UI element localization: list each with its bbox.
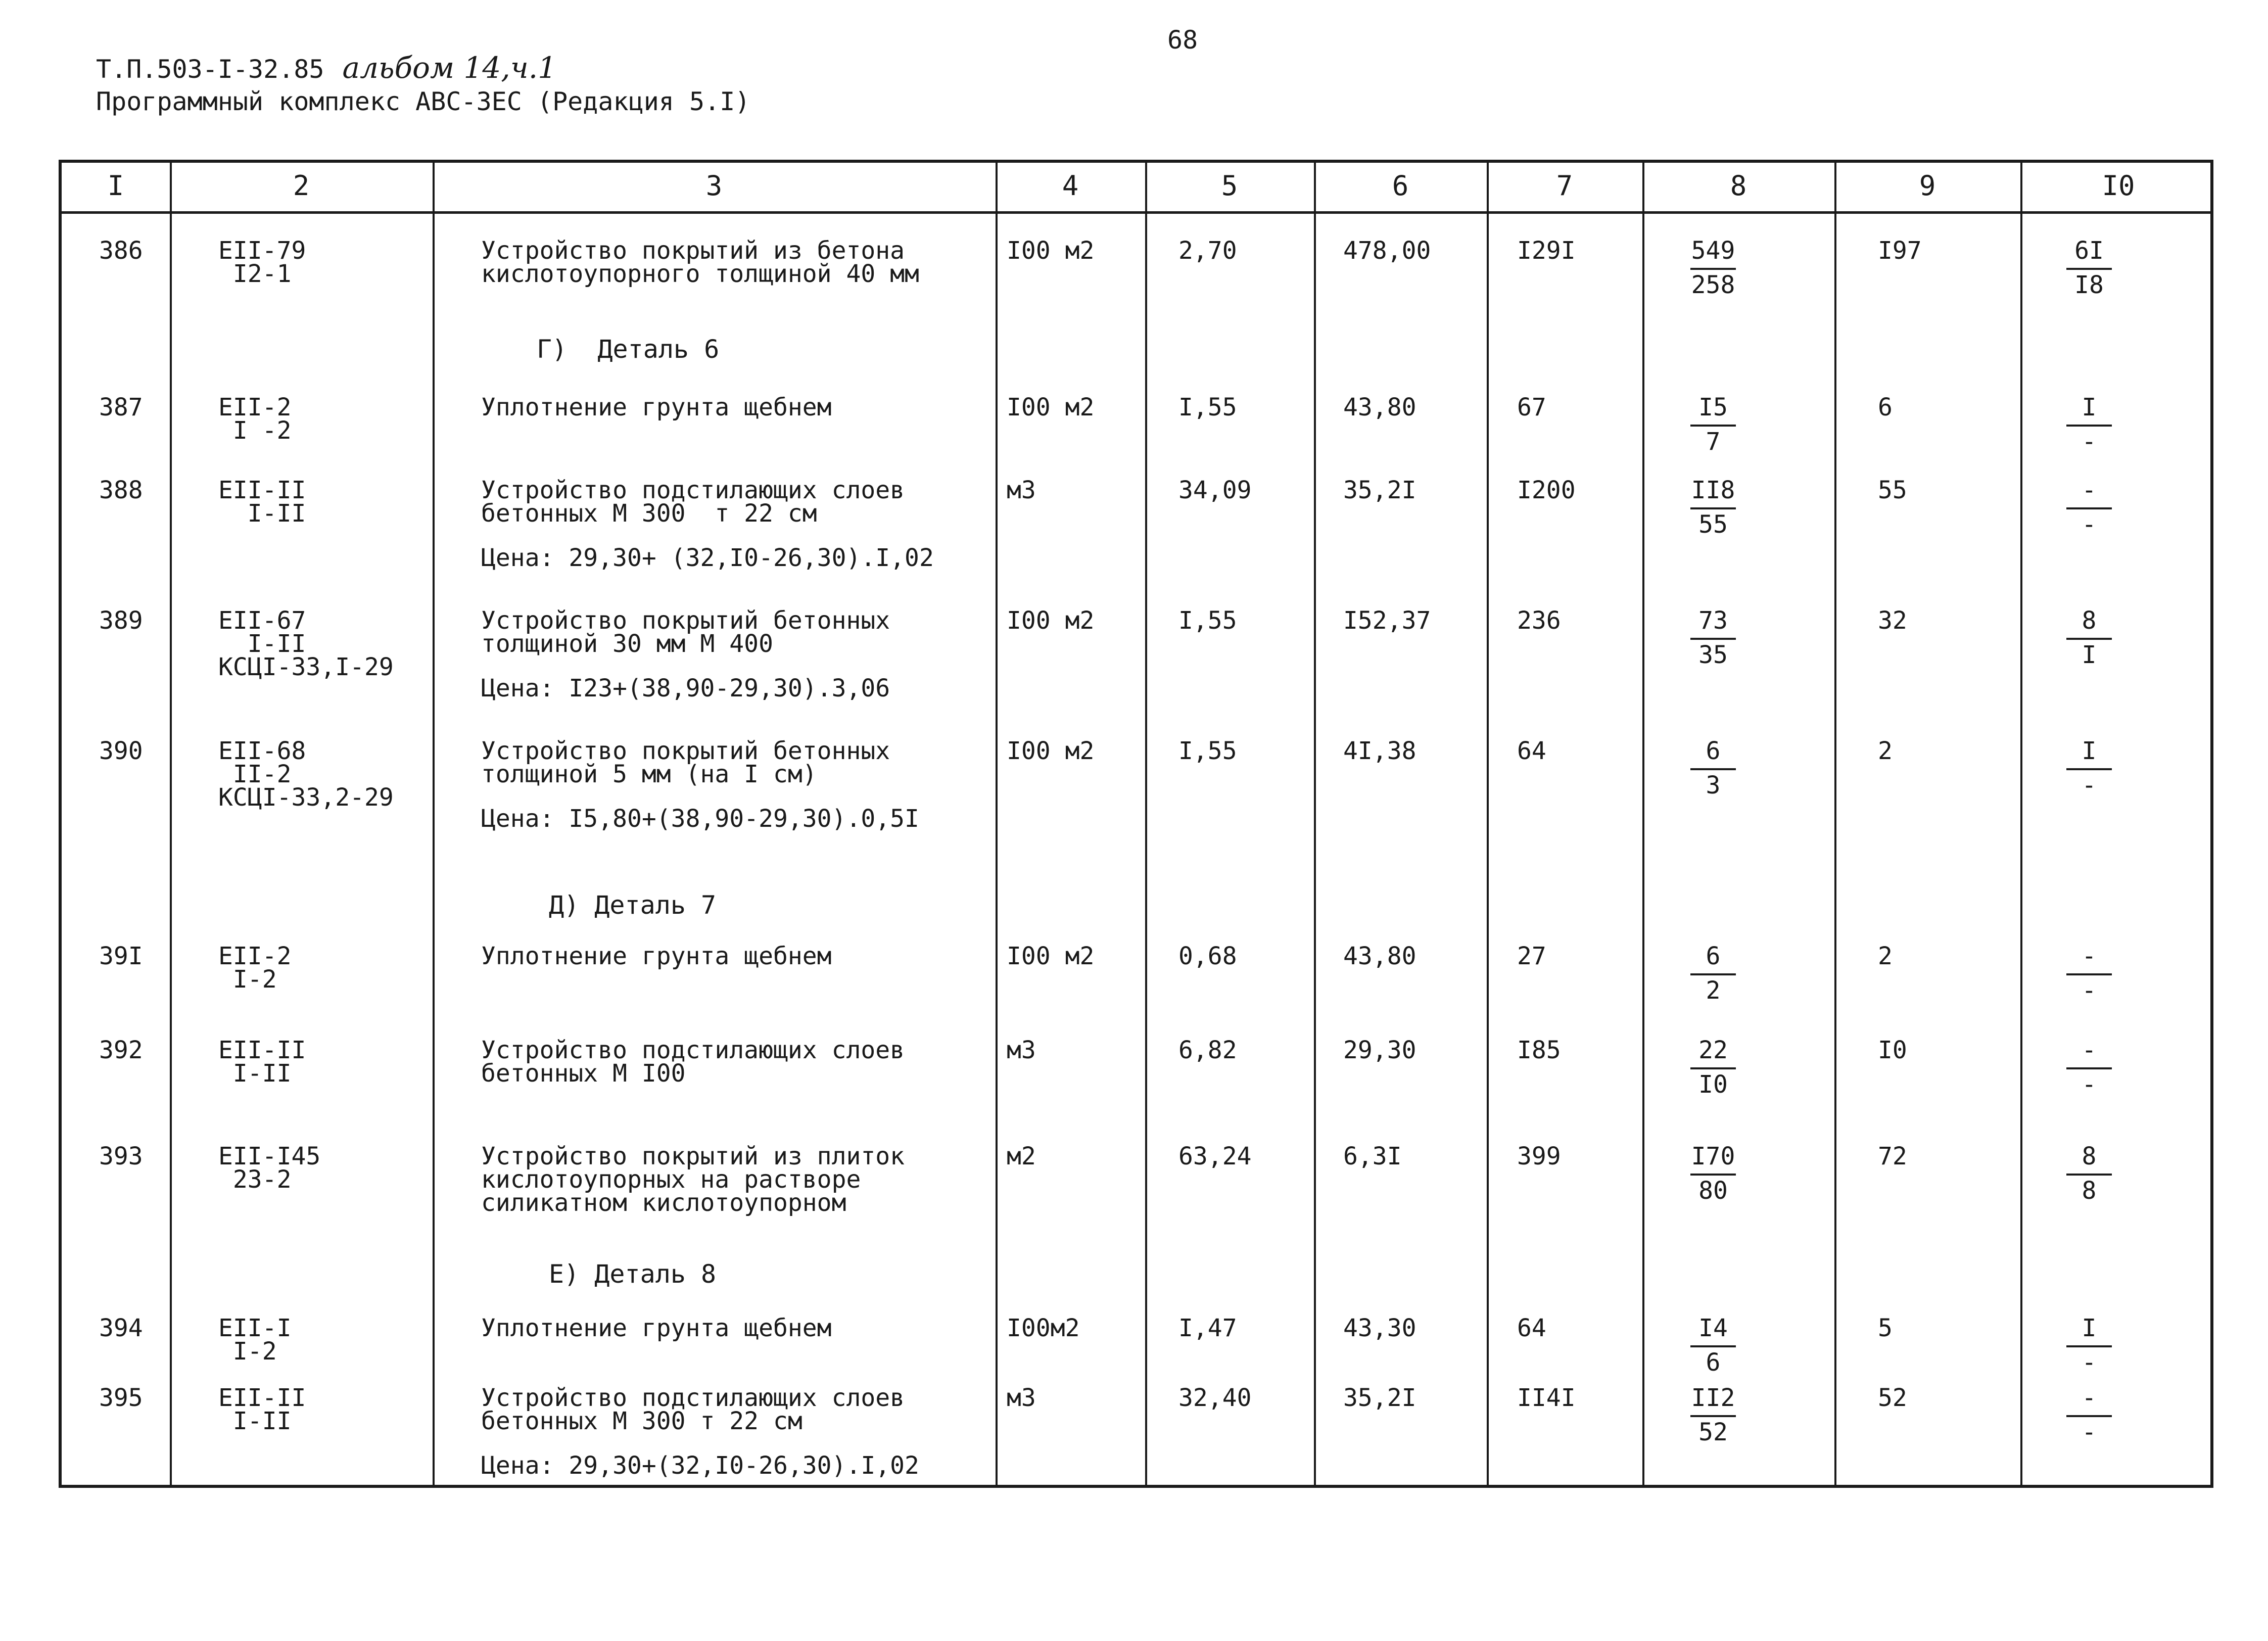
machine-cost: I0 [1878, 1036, 1907, 1064]
fraction-bar [2066, 268, 2112, 270]
price-code: EII-2 [218, 942, 292, 970]
labor-fraction [2039, 739, 2140, 798]
work-description: бетонных М 300 т 22 см [481, 1407, 802, 1435]
work-description: силикатном кислотоупорном [481, 1189, 846, 1217]
col-header-1: I [107, 170, 124, 202]
labor-fraction [2039, 1316, 2140, 1375]
price-code: КСЦI-33,I-29 [218, 653, 394, 681]
price-code: I -2 [218, 416, 292, 445]
price-code: I2-1 [218, 260, 292, 288]
quantity: I,47 [1178, 1314, 1237, 1342]
machine-cost: 2 [1878, 737, 1893, 765]
price-formula: Цена: I5,80+(38,90-29,30).0,5I [481, 805, 919, 833]
fraction-denominator: - [2082, 1418, 2097, 1446]
section-heading-detail-6: Г) Деталь 6 [537, 335, 720, 364]
unit: I00 м2 [1007, 393, 1095, 421]
unit-cost: 43,80 [1343, 942, 1416, 970]
work-description: Уплотнение грунта щебнем [481, 393, 832, 421]
labor-fraction [2039, 395, 2140, 454]
fraction-numerator: I [2082, 1314, 2097, 1342]
wages-fraction [1663, 239, 1764, 297]
price-code: EII-II [218, 1036, 306, 1064]
quantity: 63,24 [1178, 1142, 1252, 1170]
quantity: 2,70 [1178, 237, 1237, 265]
total-cost: 27 [1517, 942, 1546, 970]
fraction-numerator: 6I [2074, 237, 2104, 265]
wages-fraction [1663, 1386, 1764, 1444]
fraction-denominator: - [2082, 510, 2097, 539]
work-description: толщиной 30 мм М 400 [481, 630, 773, 658]
price-code: I-II [218, 630, 306, 658]
row-number: 394 [99, 1314, 143, 1342]
quantity: 34,09 [1178, 476, 1252, 504]
work-description: Устройство покрытий бетонных [481, 737, 890, 765]
fraction-numerator: 73 [1698, 606, 1728, 635]
col-header-2: 2 [293, 170, 310, 202]
unit: I00м2 [1007, 1314, 1080, 1342]
document-subtitle: Программный комплекс АВС-3ЕС (Редакция 5.I) [96, 87, 750, 116]
machine-cost: 55 [1878, 476, 1907, 504]
fraction-bar [1690, 768, 1736, 770]
col-header-6: 6 [1392, 170, 1409, 202]
unit-cost: 478,00 [1343, 237, 1431, 265]
section-heading-detail-8: Е) Деталь 8 [549, 1259, 717, 1289]
fraction-denominator: - [2082, 428, 2097, 456]
quantity: I,55 [1178, 393, 1237, 421]
fraction-denominator: 55 [1698, 510, 1728, 539]
work-description: Устройство покрытий из бетона [481, 237, 905, 265]
row-number: 389 [99, 606, 143, 635]
col-header-3: 3 [705, 170, 723, 202]
price-code: EII-I [218, 1314, 292, 1342]
price-code: EII-67 [218, 606, 306, 635]
quantity: 0,68 [1178, 942, 1237, 970]
fraction-numerator: 8 [2082, 606, 2097, 635]
fraction-numerator: 6 [1706, 942, 1721, 970]
unit: I00 м2 [1007, 606, 1095, 635]
price-code: I-II [218, 499, 306, 528]
fraction-bar [1690, 1067, 1736, 1069]
wages-fraction [1663, 739, 1764, 798]
quantity: 32,40 [1178, 1384, 1252, 1412]
fraction-bar [1690, 268, 1736, 270]
row-number: 390 [99, 737, 143, 765]
unit: I00 м2 [1007, 237, 1095, 265]
col-header-7: 7 [1556, 170, 1573, 202]
quantity: I,55 [1178, 737, 1237, 765]
fraction-numerator: 6 [1706, 737, 1721, 765]
work-description: Устройство подстилающих слоев [481, 1036, 905, 1064]
estimate-table [59, 160, 2213, 1488]
unit-cost: 29,30 [1343, 1036, 1416, 1064]
work-description: бетонных М I00 [481, 1059, 686, 1088]
fraction-denominator: - [2082, 1070, 2097, 1099]
col-header-4: 4 [1062, 170, 1079, 202]
row-number: 386 [99, 237, 143, 265]
fraction-numerator: - [2082, 1384, 2097, 1412]
total-cost: 64 [1517, 737, 1546, 765]
row-number: 388 [99, 476, 143, 504]
fraction-denominator: 3 [1706, 771, 1721, 800]
fraction-denominator: 8 [2082, 1177, 2097, 1205]
row-number: 39I [99, 942, 143, 970]
wages-fraction [1663, 1316, 1764, 1375]
fraction-numerator: - [2082, 942, 2097, 970]
price-code: EII-II [218, 1384, 306, 1412]
row-number: 393 [99, 1142, 143, 1170]
fraction-bar [2066, 1067, 2112, 1069]
fraction-numerator: I [2082, 737, 2097, 765]
fraction-numerator: 22 [1698, 1036, 1728, 1064]
fraction-numerator: - [2082, 476, 2097, 504]
total-cost: I29I [1517, 237, 1576, 265]
fraction-denominator: 2 [1706, 976, 1721, 1005]
fraction-numerator: 549 [1691, 237, 1735, 265]
labor-fraction [2039, 239, 2140, 297]
price-code: 23-2 [218, 1165, 292, 1194]
unit: м3 [1007, 1384, 1036, 1412]
fraction-denominator: 6 [1706, 1348, 1721, 1377]
unit: м3 [1007, 476, 1036, 504]
total-cost: I200 [1517, 476, 1576, 504]
doc-code: Т.П.503-I-32.85 [96, 55, 324, 84]
work-description: толщиной 5 мм (на I см) [481, 760, 817, 788]
unit: м3 [1007, 1036, 1036, 1064]
col-header-5: 5 [1221, 170, 1238, 202]
fraction-denominator: - [2082, 771, 2097, 800]
total-cost: I85 [1517, 1036, 1561, 1064]
total-cost: 67 [1517, 393, 1546, 421]
unit: I00 м2 [1007, 942, 1095, 970]
work-description: Устройство подстилающих слоев [481, 476, 905, 504]
fraction-bar [2066, 425, 2112, 427]
price-code: EII-2 [218, 393, 292, 421]
work-description: Устройство покрытий из плиток [481, 1142, 905, 1170]
labor-fraction [2039, 1144, 2140, 1203]
col-header-9: 9 [1919, 170, 1936, 202]
price-formula: Цена: 29,30+ (32,I0-26,30).I,02 [481, 544, 934, 572]
fraction-denominator: - [2082, 1348, 2097, 1377]
labor-fraction [2039, 608, 2140, 667]
labor-fraction [2039, 944, 2140, 1003]
wages-fraction [1663, 1144, 1764, 1203]
machine-cost: 52 [1878, 1384, 1907, 1412]
total-cost: 64 [1517, 1314, 1546, 1342]
fraction-bar [2066, 1345, 2112, 1347]
price-code: II-2 [218, 760, 292, 788]
fraction-bar [1690, 1345, 1736, 1347]
fraction-numerator: I70 [1691, 1142, 1735, 1170]
machine-cost: 5 [1878, 1314, 1893, 1342]
work-description: бетонных М 300 т 22 см [481, 499, 817, 528]
price-code: EII-68 [218, 737, 306, 765]
unit-cost: 43,30 [1343, 1314, 1416, 1342]
col-header-10: I0 [2102, 170, 2135, 202]
fraction-denominator: I8 [2074, 271, 2104, 299]
page-number: 68 [1167, 25, 1198, 55]
unit: I00 м2 [1007, 737, 1095, 765]
price-code: I-II [218, 1059, 292, 1088]
fraction-numerator: I5 [1698, 393, 1728, 421]
machine-cost: 2 [1878, 942, 1893, 970]
machine-cost: 72 [1878, 1142, 1907, 1170]
work-description: Устройство покрытий бетонных [481, 606, 890, 635]
fraction-numerator: 8 [2082, 1142, 2097, 1170]
fraction-denominator: 7 [1706, 428, 1721, 456]
work-description: Уплотнение грунта щебнем [481, 942, 832, 970]
fraction-numerator: II8 [1691, 476, 1735, 504]
price-code: I-2 [218, 1337, 277, 1366]
price-code: I-II [218, 1407, 292, 1435]
fraction-denominator: I0 [1698, 1070, 1728, 1099]
wages-fraction [1663, 478, 1764, 537]
section-heading-detail-7: Д) Деталь 7 [549, 890, 717, 920]
unit-cost: 43,80 [1343, 393, 1416, 421]
unit-cost: I52,37 [1343, 606, 1431, 635]
unit-cost: 6,3I [1343, 1142, 1402, 1170]
work-description: Уплотнение грунта щебнем [481, 1314, 832, 1342]
fraction-numerator: - [2082, 1036, 2097, 1064]
col-header-8: 8 [1730, 170, 1747, 202]
fraction-denominator: 35 [1698, 641, 1728, 669]
fraction-numerator: II2 [1691, 1384, 1735, 1412]
price-code: EII-II [218, 476, 306, 504]
fraction-denominator: 258 [1691, 271, 1735, 299]
price-formula: Цена: I23+(38,90-29,30).3,06 [481, 674, 890, 702]
fraction-numerator: I4 [1698, 1314, 1728, 1342]
document-header [96, 51, 556, 85]
total-cost: II4I [1517, 1384, 1576, 1412]
unit-cost: 35,2I [1343, 1384, 1416, 1412]
fraction-bar [2066, 768, 2112, 770]
fraction-bar [2066, 638, 2112, 640]
handwritten-note: альбом 14,ч.1 [342, 51, 557, 85]
work-description: кислотоупорных на растворе [481, 1165, 861, 1194]
unit: м2 [1007, 1142, 1036, 1170]
total-cost: 236 [1517, 606, 1561, 635]
fraction-bar [1690, 1415, 1736, 1417]
total-cost: 399 [1517, 1142, 1561, 1170]
price-code: I-2 [218, 965, 277, 994]
fraction-bar [2066, 507, 2112, 509]
work-description: кислотоупорного толщиной 40 мм [481, 260, 919, 288]
fraction-denominator: I [2082, 641, 2097, 669]
unit-cost: 35,2I [1343, 476, 1416, 504]
labor-fraction [2039, 478, 2140, 537]
row-number: 392 [99, 1036, 143, 1064]
fraction-bar [1690, 507, 1736, 509]
quantity: 6,82 [1178, 1036, 1237, 1064]
fraction-bar [1690, 425, 1736, 427]
wages-fraction [1663, 1038, 1764, 1097]
price-formula: Цена: 29,30+(32,I0-26,30).I,02 [481, 1451, 919, 1480]
fraction-bar [1690, 638, 1736, 640]
fraction-denominator: 80 [1698, 1177, 1728, 1205]
row-number: 387 [99, 393, 143, 421]
fraction-bar [2066, 1174, 2112, 1176]
fraction-bar [2066, 1415, 2112, 1417]
wages-fraction [1663, 395, 1764, 454]
machine-cost: I97 [1878, 237, 1922, 265]
unit-cost: 4I,38 [1343, 737, 1416, 765]
fraction-bar [1690, 973, 1736, 975]
price-code: EII-79 [218, 237, 306, 265]
labor-fraction [2039, 1038, 2140, 1097]
work-description: Устройство подстилающих слоев [481, 1384, 905, 1412]
fraction-numerator: I [2082, 393, 2097, 421]
price-code: EII-I45 [218, 1142, 321, 1170]
quantity: I,55 [1178, 606, 1237, 635]
fraction-denominator: 52 [1698, 1418, 1728, 1446]
machine-cost: 32 [1878, 606, 1907, 635]
wages-fraction [1663, 608, 1764, 667]
fraction-bar [1690, 1174, 1736, 1176]
labor-fraction [2039, 1386, 2140, 1444]
row-number: 395 [99, 1384, 143, 1412]
wages-fraction [1663, 944, 1764, 1003]
fraction-bar [2066, 973, 2112, 975]
fraction-denominator: - [2082, 976, 2097, 1005]
price-code: КСЦI-33,2-29 [218, 783, 394, 812]
machine-cost: 6 [1878, 393, 1893, 421]
